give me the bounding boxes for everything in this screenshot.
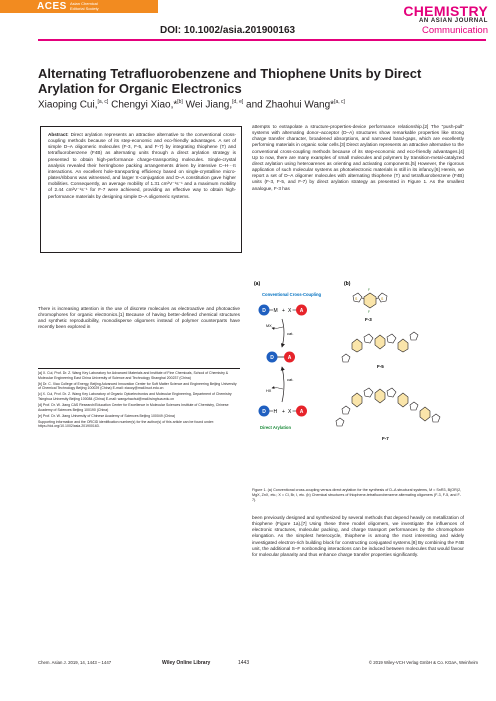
figure-1 (252, 277, 464, 477)
author-list (38, 99, 488, 110)
author-name: Xiaoping Cui, (38, 99, 98, 111)
affiliation-item: [d] Prof. Dr. W. Jiang CAS Research/Education Center for Excellence in Molecular Sciences Institute of Chemistry, Chinese Academy of Sciences Beijing 100190 (China) (38, 403, 229, 412)
panel-b-label: (b) (344, 281, 351, 287)
author-name: Wei Jiang, (185, 99, 233, 111)
affiliation-item: [b] Dr. C. Xiao College of Energy, Beijing Advanced Innovation Center for Soft Matter Science and Engineering Beijing University of Chemical Technology Beijing 100029 (China) E-mail: xiaocy@mail.buct.edu.cn (38, 381, 237, 391)
cat-label: cat. (287, 331, 294, 336)
affiliations (38, 368, 240, 653)
author-name: and Zhaohui Wang* (246, 99, 335, 111)
metal-label: M (273, 308, 278, 314)
affiliation-item: [e] Prof. Dr. W. Jiang University of Chinese Academy of Sciences Beijing 100049 (China) (38, 413, 176, 418)
mx-label: MX (266, 324, 272, 328)
wiley-online-library[interactable]: Wiley Online Library (162, 660, 211, 666)
halide-label: X (288, 308, 292, 314)
molecule-f7 (336, 388, 440, 426)
author-name: Chengyi Xiao,* (111, 99, 178, 111)
copyright: © 2019 Wiley-VCH Verlag GmbH & Co. KGaA, Weinheim (368, 660, 478, 665)
fluorine-label: F (368, 310, 370, 314)
cat-label: cat. (287, 377, 294, 382)
journal-name: CHEMISTRY (403, 3, 488, 19)
abstract-box (40, 126, 242, 253)
donor-label: D (262, 308, 266, 314)
plus-sign: + (282, 308, 285, 314)
direct-arylation-label: Direct Arylation (260, 425, 292, 430)
panel-a-label: (a) (254, 281, 261, 287)
molecule-f5 (342, 332, 418, 362)
f5-label: F-5 (377, 364, 384, 369)
aces-tagline: Asian Chemical Editorial Society (70, 1, 99, 11)
abstract-label: Abstract: (48, 132, 69, 137)
intro-paragraph: There is increasing attention in the use of discrete molecules as electroactive and photoactive chromophores for organic electronics.[1] Because of having better-defined chemical structures and synthetic reproducibility, monodisperse oligomers instead of polymer counterparts have recently been explored in (38, 306, 240, 330)
supporting-info-note[interactable]: Supporting information and the ORCID identification number(s) for the author(s) of this article can be found under: https://doi.org/10.1002/asia.201900163. (38, 419, 215, 429)
f7-label: F-7 (382, 436, 389, 441)
sulfur-label: S (355, 297, 358, 301)
conventional-label: Conventional Cross-Coupling (262, 292, 322, 297)
acceptor-label: A (287, 355, 292, 361)
page-number: 1443 (238, 660, 250, 666)
acceptor-label: A (299, 409, 304, 415)
hx-label: HX (266, 389, 272, 393)
hydrogen-label: H (273, 409, 278, 415)
fluorine-label: F (368, 288, 370, 292)
sulfur-label: S (381, 297, 384, 301)
article-title: Alternating Tetrafluorobenzene and Thiophene Units by Direct Arylation for Organic Electronics (38, 66, 422, 96)
right-column-text-top: attempts to extrapolate a structure-properties-device performance relationship.[2] The "push-pull" systems with alternating donor–acceptor (D–A) structures show remarkable properties like strong charge transfer character, broadened absorptions, and narrowed band-gaps, which are excellently performing materials in organic solar cells.[3] Direct arylation represents an attractive alternative to the conventional cross-coupling methods because of its step-economic and eco-friendly advantages.[4] Up to now, there are many examples of small molecules and polymers by transition-metal-catalyzed direct arylation using heteroarenes as orienting and activating components.[5] However, the rigorous application of such molecular systems as photoelectronic materials is still in its infancy.[6] Herein, we report a set of D–A oligomer molecules with alternating thiophene (T) and tetrafluorobenzene (F4B) units (F-3, F-5, and F-7) by direct arylation strategy as presented in Figure 1. As the smallest analogue, F-3 has (252, 124, 464, 191)
footer-citation: Chem. Asian J. 2019, 14, 1443 – 1447 (38, 660, 112, 665)
page-footer (38, 660, 478, 668)
right-column-text-bottom: been previously designed and synthesized by several methods that depend heavily on metallization of thiophene (Figure 1a).[7] Using these three model oligomers, we investigate the influences of electronic structures, molecular packing, and charge transport performances by the chromophore elongation. As the simplest heterocycle, thiophene is among the most interesting and widely investigated electron-rich building block for constructing conjugated systems.[8] By combining the F4B unit, the additional S–F nonbonding interactions can be induced between molecules that would favour for molecular planarity and thus enhance charge transfer properties significantly. (252, 515, 464, 557)
affiliation-item: [c] X. Cui, Prof. Dr. Z. Wang Key Laboratory of Organic Optoelectronics and Molecular Engineering, Department of Chemistry Tsinghua University Beijing 100084 (China) E-mail: wangzhaohui@mail.tsinghua.edu.cn (38, 392, 232, 401)
doi[interactable]: DOI: 10.1002/asia.201900163 (160, 25, 296, 36)
author-affil-sup: [a, c] (334, 99, 345, 105)
header-rule (38, 39, 486, 41)
plus-sign: + (282, 409, 285, 415)
aces-logo: ACES (37, 1, 67, 12)
affiliation-item: [a] X. Cui, Prof. Dr. Z. Wang Key Laboratory for Advanced Materials and Institute of Fine Chemicals, School of Chemistry & Molecular Engineering East China University of Science and Technology Shanghai 200237 (China) (38, 371, 229, 380)
author-affil-sup: [d, e] (232, 99, 244, 105)
figure-caption: Figure 1. (a) Conventional cross-coupling versus direct arylation for the synthesis of D–A structural systems, M = SnR3, B(OR)2, MgX, ZnX, etc.; X = Cl, Br, I, etc. (b) Chemical structures of thiophene-tetrafluorobenzene alternating oligomers (F-3, F-5, and F-7). (252, 488, 462, 502)
halide-label: X (288, 409, 292, 415)
donor-label: D (262, 409, 266, 415)
article-type: Communication (422, 25, 488, 36)
donor-label: D (270, 355, 274, 361)
acceptor-label: A (299, 308, 304, 314)
author-affil-sup: [a, c] (97, 99, 109, 105)
author-affil-sup: [b] (177, 99, 183, 105)
abstract-text: Direct arylation represents an attractive alternative to the conventional cross-coupling methods because of its step-economic and eco-friendly advantages. A set of simple D–A oligomeric molecules (F-3, F-5, and F-7) by integrating thiophene (T) and tetrafluorobenzene (F4B) as alternating units through a direct arylation strategy is presented to obtain high-performance charge-transporting molecules. Single-crystal analysis revealed their herringbone packing arrangements driven by intensive C–H···π interactions. An excellent hole-transporting efficiency based on single-crystalline micro-plates/ribbons was witnessed, and larger π-conjugation and D–A constitution gave higher mobilities. Consequently, an average mobility of 1.31 cm²V⁻¹s⁻¹ and a maximum mobility of 2.44 cm²V⁻¹s⁻¹ for F-7 were achieved, providing an effective way to obtain high-performance materials by designing simple D–A oligomeric systems. (48, 132, 236, 199)
journal-masthead (403, 4, 488, 36)
journal-subname: AN ASIAN JOURNAL (418, 18, 488, 24)
f3-label: F-3 (365, 317, 372, 322)
